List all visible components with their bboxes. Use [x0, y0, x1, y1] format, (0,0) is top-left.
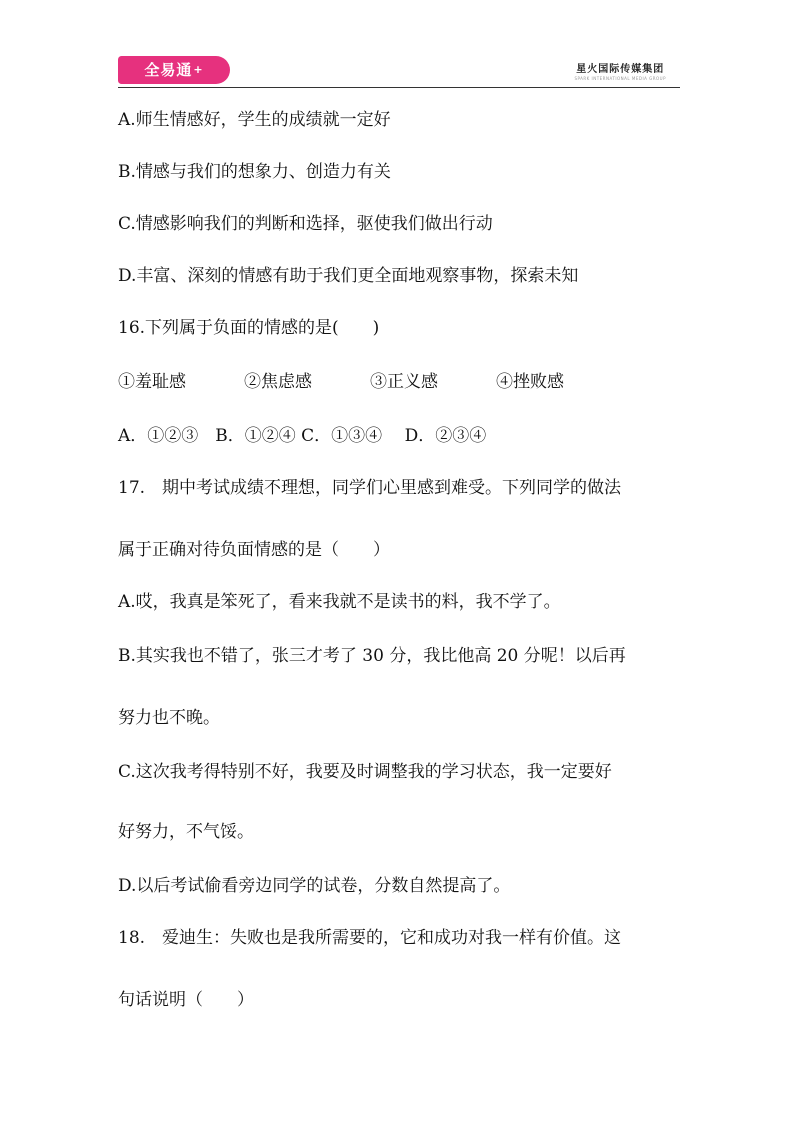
q17-option-d: D.以后考试偷看旁边同学的试卷，分数自然提高了。: [118, 876, 511, 896]
q17-option-a: A.哎，我真是笨死了，看来我就不是读书的料，我不学了。: [118, 592, 561, 612]
q17-stem-line-1: 17. 期中考试成绩不理想，同学们心里感到难受。下列同学的做法: [118, 478, 622, 498]
q15-option-a: A.师生情感好，学生的成绩就一定好: [118, 110, 391, 130]
page-header: [118, 56, 680, 88]
q17-option-c-line-2: 好努力，不气馁。: [118, 822, 254, 842]
q17-stem-line-2: 属于正确对待负面情感的是（ ）: [118, 540, 390, 560]
q15-option-c: C.情感影响我们的判断和选择，驱使我们做出行动: [118, 214, 493, 234]
publisher-subtitle: SPARK INTERNATIONAL MEDIA GROUP: [574, 76, 666, 81]
q16-item-4: ④挫败感: [496, 372, 564, 392]
q15-option-d: D.丰富、深刻的情感有助于我们更全面地观察事物，探索未知: [118, 266, 579, 286]
q15-option-b: B.情感与我们的想象力、创造力有关: [118, 162, 391, 182]
q16-item-1: ①羞耻感: [118, 372, 186, 392]
brand-logo: [118, 56, 230, 84]
q16-options: A．①②③ B．①②④ C．①③④ D．②③④: [118, 426, 487, 446]
q16-item-3: ③正义感: [370, 372, 438, 392]
header-rule: [118, 87, 680, 88]
q16-stem: 16.下列属于负面的情感的是( ): [118, 318, 380, 338]
q18-stem-line-2: 句话说明（ ）: [118, 990, 254, 1010]
logo-plus: +: [193, 63, 204, 76]
q17-option-b-line-1: B.其实我也不错了，张三才考了 30 分，我比他高 20 分呢！以后再: [118, 646, 626, 666]
q18-stem-line-1: 18. 爱迪生：失败也是我所需要的，它和成功对我一样有价值。这: [118, 928, 622, 948]
q17-option-c-line-1: C.这次我考得特别不好，我要及时调整我的学习状态，我一定要好: [118, 762, 612, 782]
q16-item-2: ②焦虑感: [244, 372, 312, 392]
q17-option-b-line-2: 努力也不晚。: [118, 708, 220, 728]
publisher-name: 星火国际传媒集团: [576, 64, 665, 75]
logo-text: 全易通: [144, 61, 193, 79]
publisher: [574, 60, 666, 81]
